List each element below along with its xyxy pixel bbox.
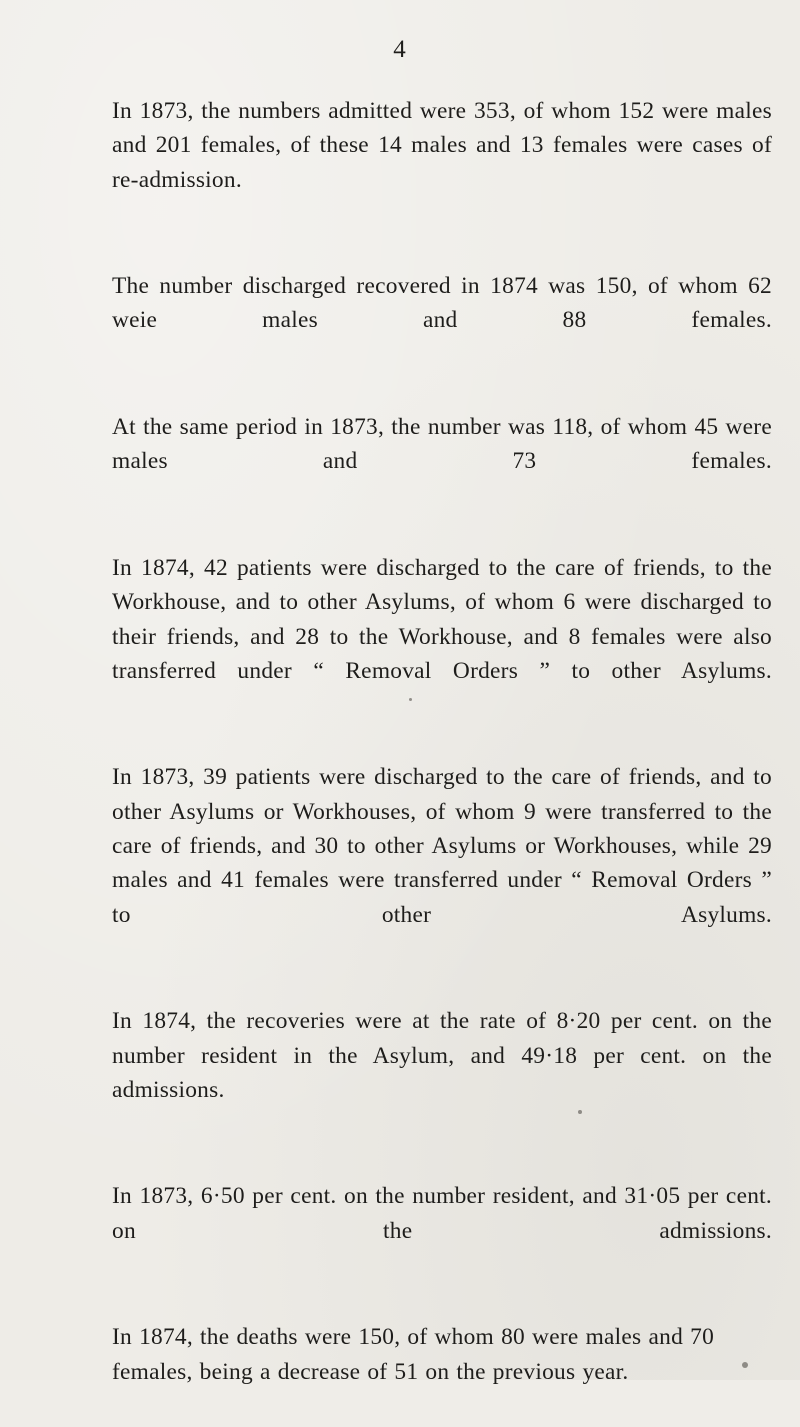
text-line: In 1874, the deaths were 150, of whom 80 were males bbox=[112, 1324, 642, 1351]
text-line: on the number resident in the Asylum, and 49·18 per cent. bbox=[112, 1008, 772, 1069]
text-line: friends, to the Workhouse, and to other Asylums, of whom bbox=[112, 554, 772, 616]
paper-speck bbox=[578, 1110, 582, 1114]
text-line: 45 were males and 73 females. bbox=[112, 414, 772, 475]
text-line: friends, and to other Asylums or Workhouses, of whom 9 bbox=[112, 764, 772, 825]
text-line: At the same period in 1873, the number was 118, of whom bbox=[112, 414, 688, 441]
text-line: on the admissions. bbox=[112, 1042, 772, 1103]
text-line: year. bbox=[582, 1358, 629, 1385]
text-line: In 1873, the numbers admitted were 353, of whom 152 bbox=[112, 98, 655, 124]
paragraph-discharged-friends-1873 bbox=[112, 760, 772, 966]
text-line: 6 were discharged to their friends, and 28 to the Workhouse, bbox=[112, 589, 772, 650]
paragraph-deaths-1874 bbox=[112, 1320, 772, 1389]
text-line: were transferred under “ Removal Orders ” to other bbox=[112, 867, 772, 928]
text-line: In 1873, 6·50 per cent. on the number resident, and 31·05 bbox=[112, 1183, 681, 1210]
text-line: In 1874, the recoveries were at the rate of 8·20 per cent. bbox=[112, 1008, 698, 1035]
paragraph-admissions-1873 bbox=[112, 94, 772, 231]
body-text bbox=[112, 94, 772, 1427]
page-number: 4 bbox=[393, 36, 407, 63]
text-line: The number discharged recovered in 1874 was 150, of bbox=[112, 273, 668, 300]
text-line: females were cases of re-admission. bbox=[112, 132, 772, 193]
text-line: In 1873, 39 patients were discharged to the care of bbox=[112, 764, 621, 791]
text-line: were males and 201 females, of these 14 males and 13 bbox=[112, 98, 772, 159]
paragraph-recoveries-rate-1874 bbox=[112, 1004, 772, 1141]
paragraph-discharged-recovered-1874 bbox=[112, 269, 772, 372]
text-line: In 1874, 42 patients were discharged to the care of bbox=[112, 554, 624, 581]
paper-speck bbox=[409, 698, 412, 701]
paragraph-recoveries-rate-1873 bbox=[112, 1179, 772, 1282]
text-line: Asylums or Workhouses, while 29 males and 41 females bbox=[112, 833, 772, 894]
text-line: Asylums. bbox=[680, 901, 773, 928]
text-line: per cent. on the admissions. bbox=[112, 1183, 772, 1244]
text-line: and 70 females, being a decrease of 51 on the previous bbox=[112, 1324, 715, 1385]
text-line: whom 62 weie males and 88 females. bbox=[112, 273, 772, 334]
paragraph-discharged-friends-1874 bbox=[112, 551, 772, 722]
text-line: were transferred to the care of friends, and 30 to other bbox=[112, 798, 772, 860]
text-line: Orders ” to other Asylums. bbox=[452, 657, 772, 684]
paper-speck bbox=[742, 1362, 748, 1368]
paragraph-same-period-1873 bbox=[112, 410, 772, 513]
text-line: and 8 females were also transferred under “ Removal bbox=[112, 623, 772, 684]
